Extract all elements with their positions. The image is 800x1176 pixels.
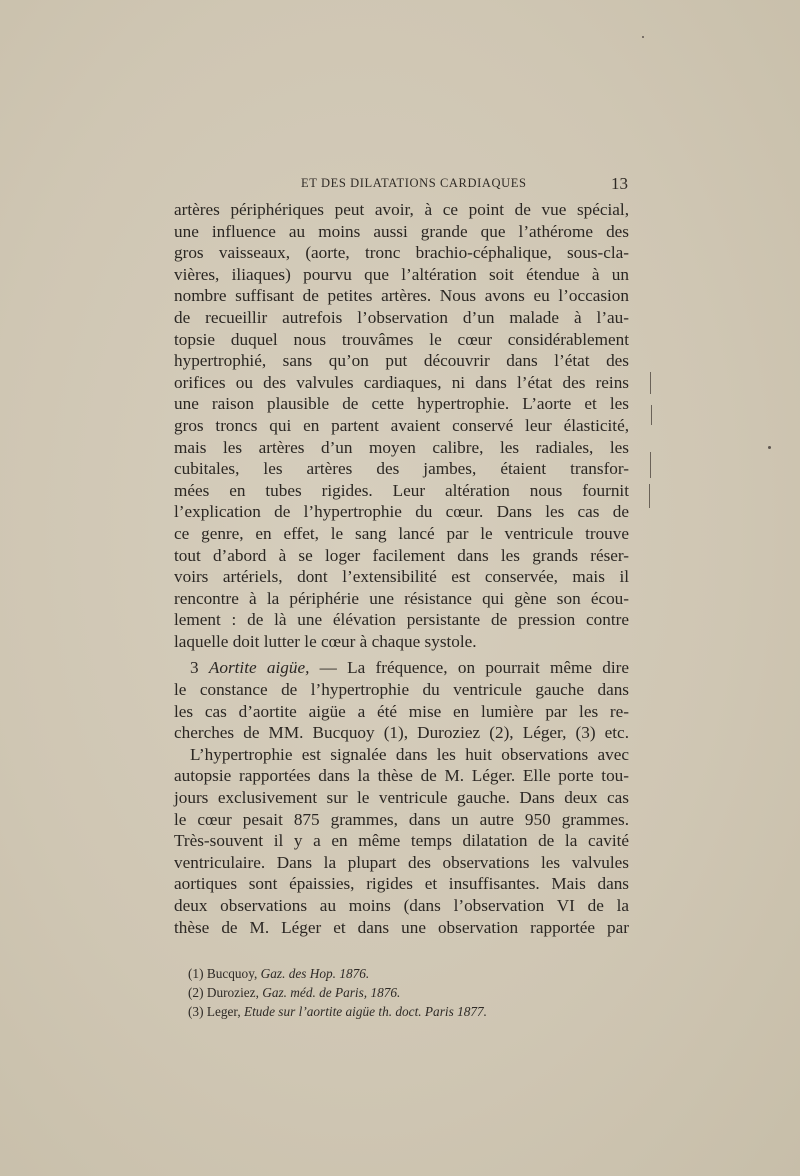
footnote-author: Leger, (206, 1004, 241, 1019)
section-title: Aortite aigüe, (208, 658, 310, 678)
text-line: une raison plausible de cette hypertrophie. L’aorte et les (174, 394, 629, 414)
footnote-author: Duroziez, (206, 985, 259, 1000)
text-line: voirs artériels, dont l’extensibilité est conservée, mais il (174, 567, 629, 587)
text-line: Très-souvent il y a en même temps dilatation de la cavité (174, 831, 629, 851)
text-line: une influence au moins aussi grande que l’athérome des (174, 221, 629, 241)
footnote-source: Gaz. des Hop. 1876. (260, 966, 370, 981)
text-line: lement : de là une élévation persistante de pression contre (174, 610, 629, 630)
footnote-marker: (3) (188, 1004, 204, 1019)
section-first-line: — La fréquence, on pourrait même dire (309, 658, 629, 678)
text-line: mées en tubes rigides. Leur altération nous fournit (174, 480, 629, 500)
running-title: ET DES DILATATIONS CARDIAQUES (301, 176, 527, 190)
section-heading-line (174, 657, 629, 679)
margin-mark (649, 484, 650, 508)
text-line: hypertrophié, sans qu’on put découvrir dans l’état des (174, 351, 629, 371)
margin-mark (650, 452, 651, 478)
text-line: cubitales, les artères des jambes, étaient transfor- (174, 459, 629, 479)
text-line: rencontre à la périphérie une résistance qui gène son écou- (174, 588, 629, 608)
margin-mark (651, 405, 652, 425)
text-line: l’explication de l’hypertrophie du cœur. Dans les cas de (174, 502, 629, 522)
text-line: cherches de MM. Bucquoy (1), Duroziez (2), Léger, (3) etc. (174, 723, 629, 743)
text-line: le cœur pesait 875 grammes, dans un autre 950 grammes. (174, 809, 629, 829)
text-line: orifices ou des valvules cardiaques, ni dans l’état des reins (174, 372, 629, 392)
footnote-marker: (2) (188, 985, 204, 1000)
text-line: topsie duquel nous trouvâmes le cœur considérablement (174, 329, 629, 349)
running-head (174, 176, 630, 194)
footnote-author: Bucquoy, (206, 966, 258, 981)
page-number: 13 (611, 174, 628, 193)
footnote-source: Gaz. méd. de Paris, 1876. (262, 985, 401, 1000)
text-line: le constance de l’hypertrophie du ventricule gauche dans (174, 680, 629, 700)
text-line: gros vaisseaux, (aorte, tronc brachio-céphalique, sous-cla- (174, 243, 629, 263)
footnote-marker: (1) (188, 966, 204, 981)
section-number: 3 (190, 658, 199, 678)
text-line: les cas d’aortite aigüe a été mise en lumière par les re- (174, 701, 629, 721)
text-line: artères périphériques peut avoir, à ce point de vue spécial, (174, 200, 629, 219)
text-line: L’hypertrophie est signalée dans les huit observations avec (190, 744, 629, 764)
body-text (174, 199, 629, 938)
text-line: vières, iliaques) pourvu que l’altération soit étendue à un (174, 264, 629, 284)
text-line: aortiques sont épaissies, rigides et insuffisantes. Mais dans (174, 874, 629, 894)
text-line: deux observations au moins (dans l’observation VI de la (174, 896, 629, 915)
text-line: ventriculaire. Dans la plupart des observations les valvules (174, 852, 629, 872)
text-line: autopsie rapportées dans la thèse de M. Léger. Elle porte tou- (174, 766, 629, 786)
ink-speck (768, 446, 771, 449)
text-line: de recueillir autrefois l’observation d’un malade à l’au- (174, 307, 629, 327)
text-line: tout d’abord à se loger facilement dans les grands réser- (174, 545, 629, 565)
footnote (188, 1002, 628, 1021)
text-line: gros troncs qui en partent avaient conservé leur élasticité, (174, 415, 629, 435)
text-line: ce genre, en effet, le sang lancé par le ventricule trouve (174, 523, 629, 543)
text-line: mais les artères d’un moyen calibre, les radiales, les (174, 437, 629, 457)
footnotes (188, 964, 628, 1021)
footnote-source: Etude sur l’aortite aigüe th. doct. Paris 1877. (243, 1004, 487, 1019)
text-line: jours exclusivement sur le ventricule gauche. Dans deux cas (174, 788, 629, 808)
ink-speck (642, 36, 644, 38)
footnote (188, 964, 628, 983)
text-line: thèse de M. Léger et dans une observation rapportée par (174, 917, 629, 937)
footnote (188, 983, 628, 1002)
margin-mark (650, 372, 651, 394)
text-line: nombre suffisant de petites artères. Nous avons eu l’occasion (174, 286, 629, 306)
text-line: laquelle doit lutter le cœur à chaque systole. (174, 631, 477, 651)
